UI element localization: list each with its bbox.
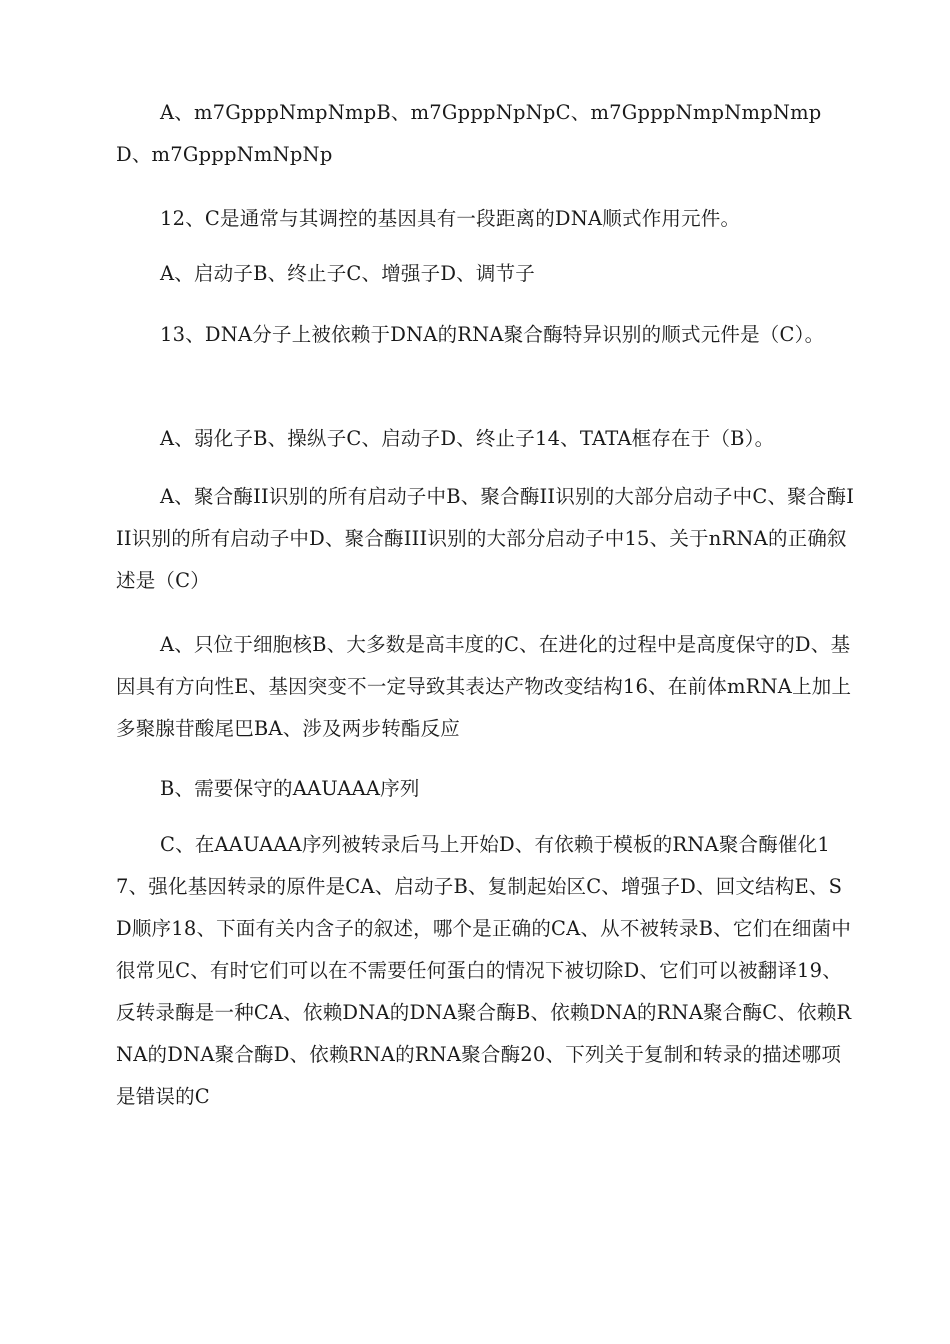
paragraph-question-12: 12、C是通常与其调控的基因具有一段距离的DNA顺式作用元件。	[160, 207, 741, 230]
paragraph-option-16b: B、需要保守的AAUAAA序列	[160, 777, 420, 800]
paragraph-options-13: A、弱化子B、操纵子C、启动子D、终止子14、TATA框存在于（B）。	[160, 427, 775, 450]
paragraph-question-13: 13、DNA分子上被依赖于DNA的RNA聚合酶特异识别的顺式元件是（C）。	[160, 323, 825, 346]
paragraph-option-11: A、m7GpppNmpNmpB、m7GpppNpNpC、m7GpppNmpNmpNmpD、m7GpppNmNpNp	[116, 101, 822, 166]
paragraph-options-15: A、只位于细胞核B、大多数是高丰度的C、在进化的过程中是高度保守的D、基因具有方向性E、基因突变不一定导致其表达产物改变结构16、在前体mRNA上加上多聚腺苷酸尾巴BA、涉及两步转酯反应	[116, 633, 852, 740]
paragraph-questions-16-20: C、在AAUAAA序列被转录后马上开始D、有依赖于模板的RNA聚合酶催化17、强化基因转录的原件是CA、启动子B、复制起始区C、增强子D、回文结构E、SD顺序18、下面有关内含子的叙述，哪个是正确的CA、从不被转录B、它们在细菌中很常见C、有时它们可以在不需要任何蛋白的情况下被切除D、它们可以被翻译19、反转录酶是一种CA、依赖DNA的DNA聚合酶B、依赖DNA的RNA聚合酶C、依赖RNA的DNA聚合酶D、依赖RNA的RNA聚合酶20、下列关于复制和转录的描述哪项是错误的C	[116, 833, 852, 1108]
paragraph-options-12: A、启动子B、终止子C、增强子D、调节子	[160, 262, 535, 285]
paragraph-options-14: A、聚合酶II识别的所有启动子中B、聚合酶II识别的大部分启动子中C、聚合酶III识别的所有启动子中D、聚合酶III识别的大部分启动子中15、关于nRNA的正确叙述是（C）	[116, 485, 855, 592]
